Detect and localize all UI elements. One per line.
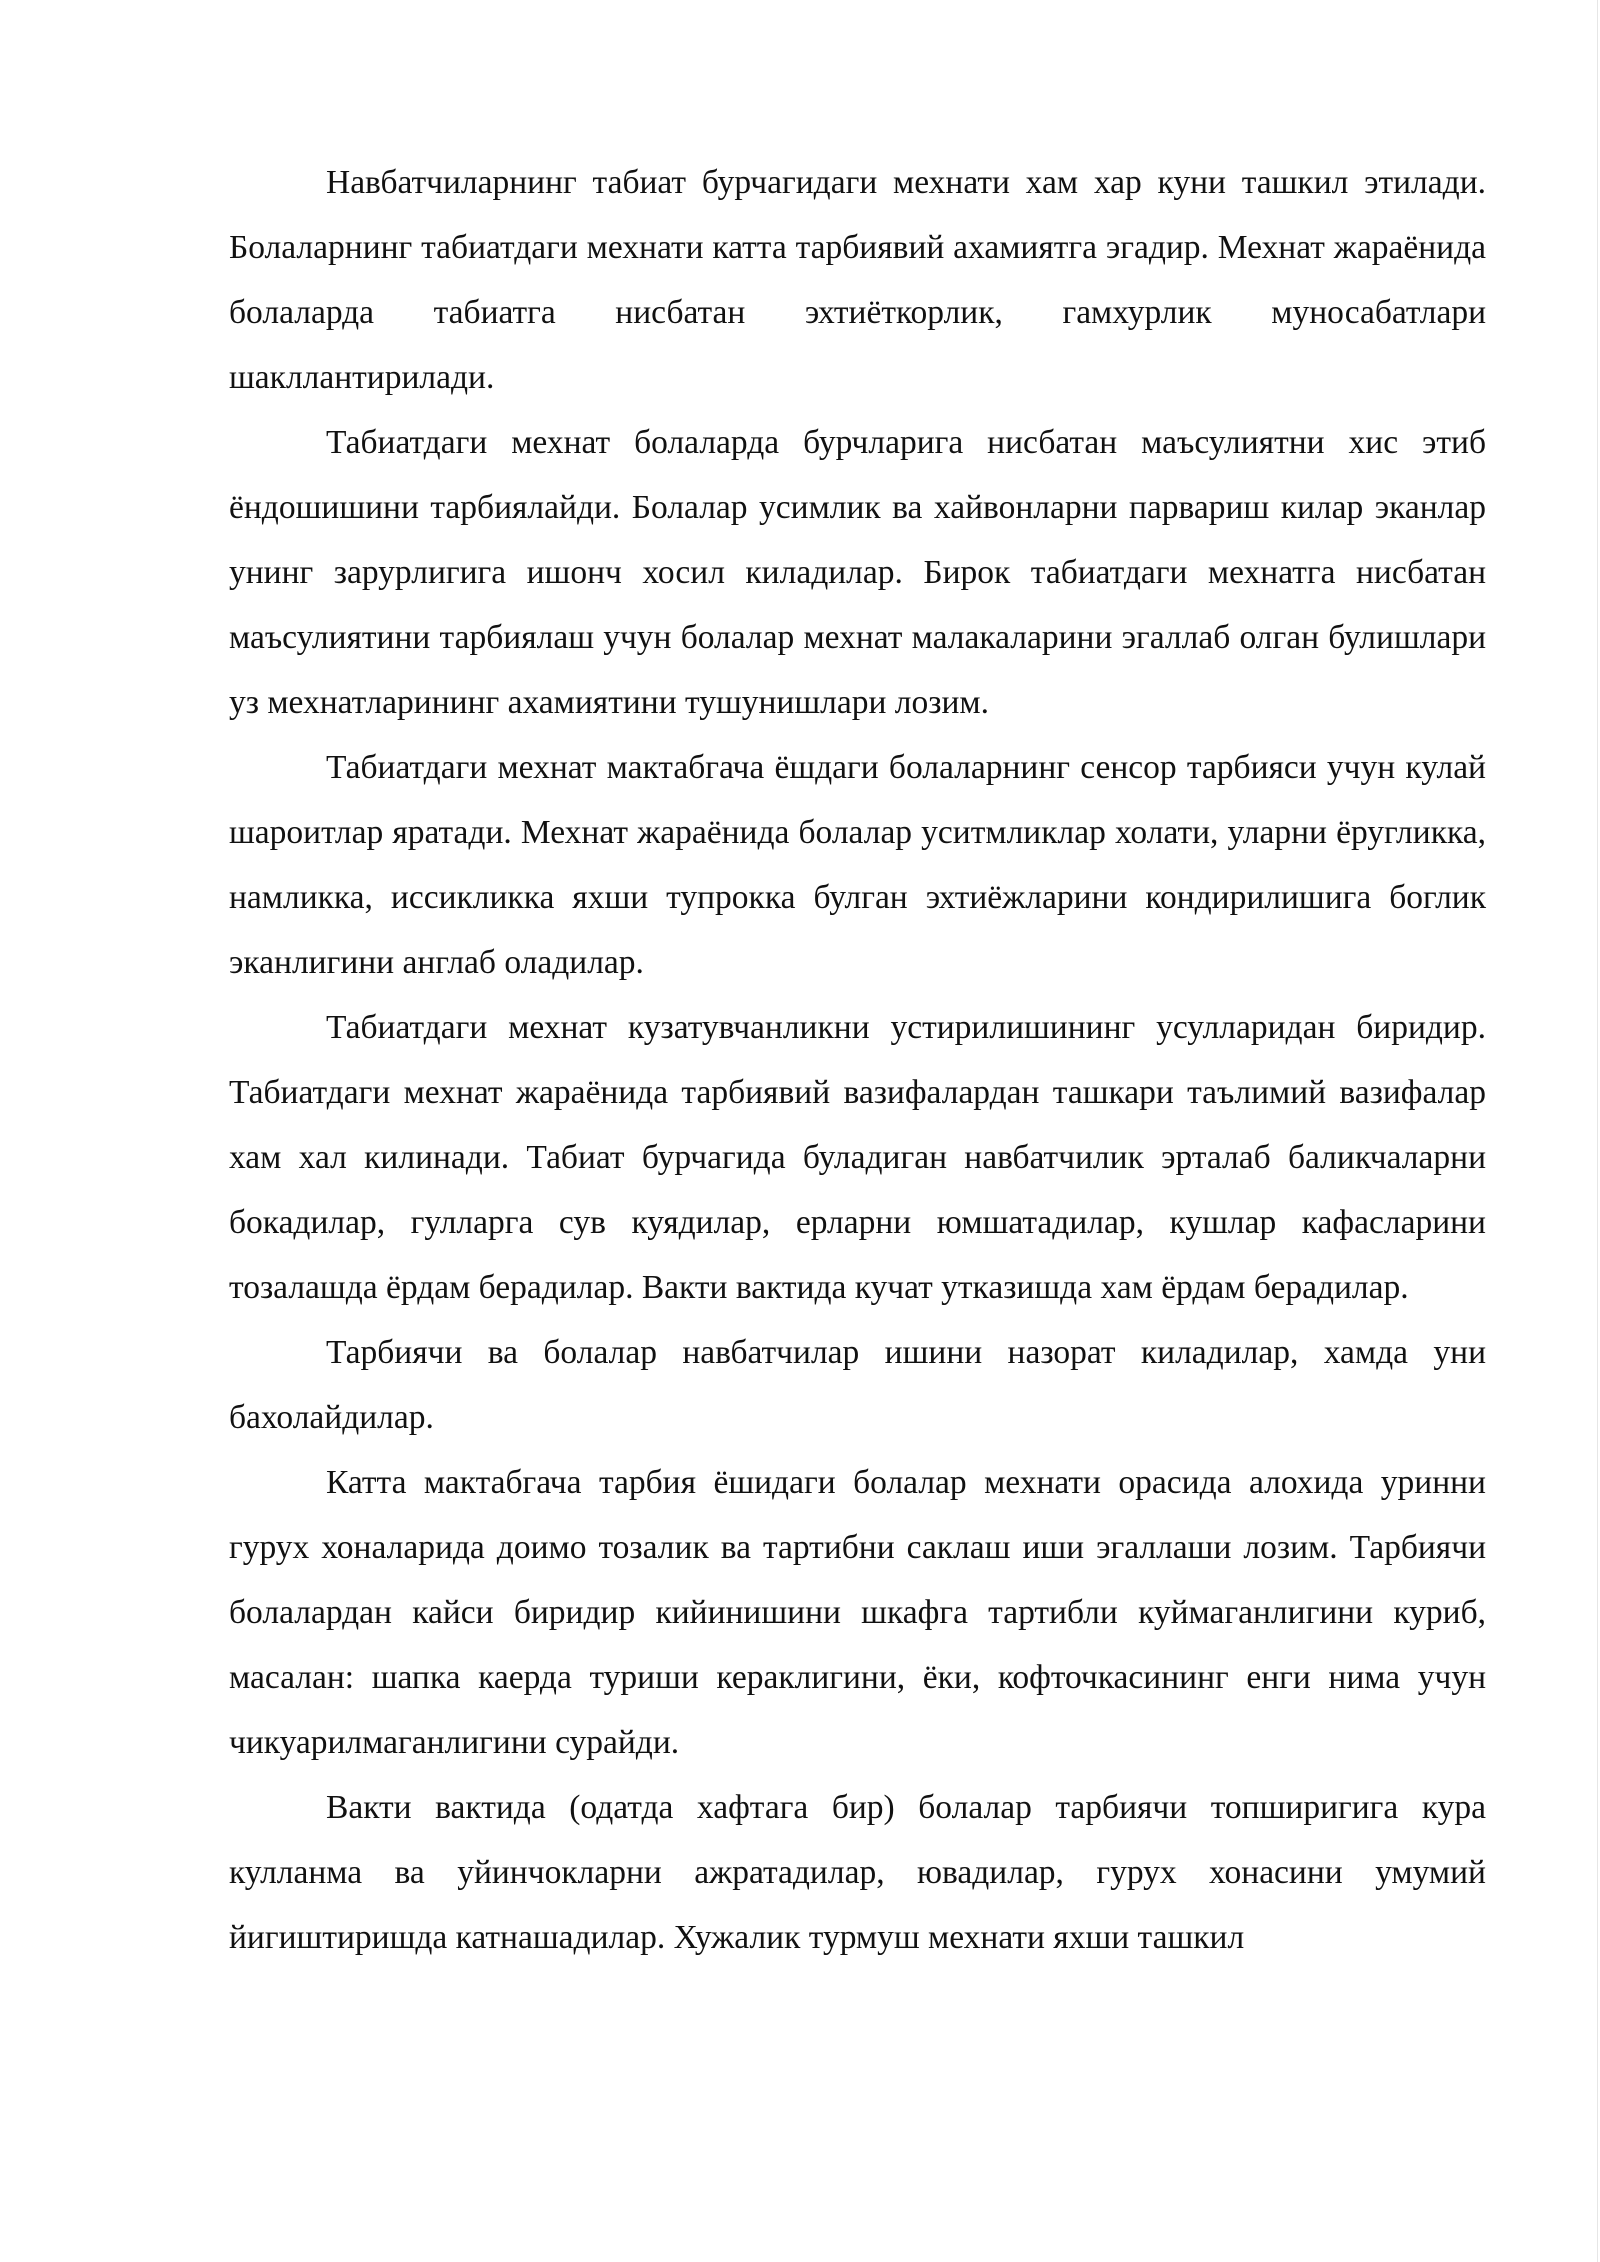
- paragraph-1: Навбатчиларнинг табиат бурчагидаги мехнати хам хар куни ташкил этилади. Болаларнинг табиатдаги мехнати катта тарбиявий ахамиятга эгадир. Мехнат жараёнида болаларда табиатга нисбатан эхтиёткорлик, гамхурлик муносабатлари шакллантирилади.: [229, 164, 1486, 396]
- paragraph-7: Вакти вактида (одатда хафтага бир) болалар тарбиячи топширигига кура кулланма ва уйинчокларни ажратадилар, ювадилар, гурух хонасини умумий йигиштиришда катнашадилар. Хужалик турмуш мехнати яхши ташкил: [229, 1789, 1486, 1956]
- paragraph-6: Катта мактабгача тарбия ёшидаги болалар мехнати орасида алохида уринни гурух хоналарида доимо тозалик ва тартибни саклаш иши эгаллаши лозим. Тарбиячи болалардан кайси биридир кийинишини шкафга тартибли куймаганлигини куриб, масалан: шапка каерда туриши кераклигини, ёки, кофточкасининг енги нима учун чикуарилмаганлигини сурайди.: [229, 1464, 1486, 1761]
- paragraph-4: Табиатдаги мехнат кузатувчанликни устирилишининг усулларидан биридир. Табиатдаги мехнат жараёнида тарбиявий вазифалардан ташкари таълимий вазифалар хам хал килинади. Табиат бурчагида буладиган навбатчилик эрталаб баликчаларни бокадилар, гулларга сув куядилар, ерларни юмшатадилар, кушлар кафасларини тозалашда ёрдам берадилар. Вакти вактида кучат утказишда хам ёрдам берадилар.: [229, 1009, 1486, 1306]
- paragraph-3: Табиатдаги мехнат мактабгача ёшдаги болаларнинг сенсор тарбияси учун кулай шароитлар яратади. Мехнат жараёнида болалар уситмликлар холати, уларни ёругликка, намликка, иссикликка яхши тупрокка булган эхтиёжларини кондирилишига боглик эканлигини англаб оладилар.: [229, 749, 1486, 981]
- paragraph-5: Тарбиячи ва болалар навбатчилар ишини назорат киладилар, хамда уни бахолайдилар.: [229, 1334, 1486, 1436]
- paragraph-2: Табиатдаги мехнат болаларда бурчларига нисбатан маъсулиятни хис этиб ёндошишини тарбиялайди. Болалар усимлик ва хайвонларни парвариш килар эканлар унинг зарурлигига ишонч хосил киладилар. Бирок табиатдаги мехнатга нисбатан маъсулиятини тарбиялаш учун болалар мехнат малакаларини эгаллаб олган булишлари уз мехнатларининг ахамиятини тушунишлари лозим.: [229, 424, 1486, 721]
- page-edge-divider: [1597, 0, 1598, 2262]
- document-body: [229, 150, 1486, 1970]
